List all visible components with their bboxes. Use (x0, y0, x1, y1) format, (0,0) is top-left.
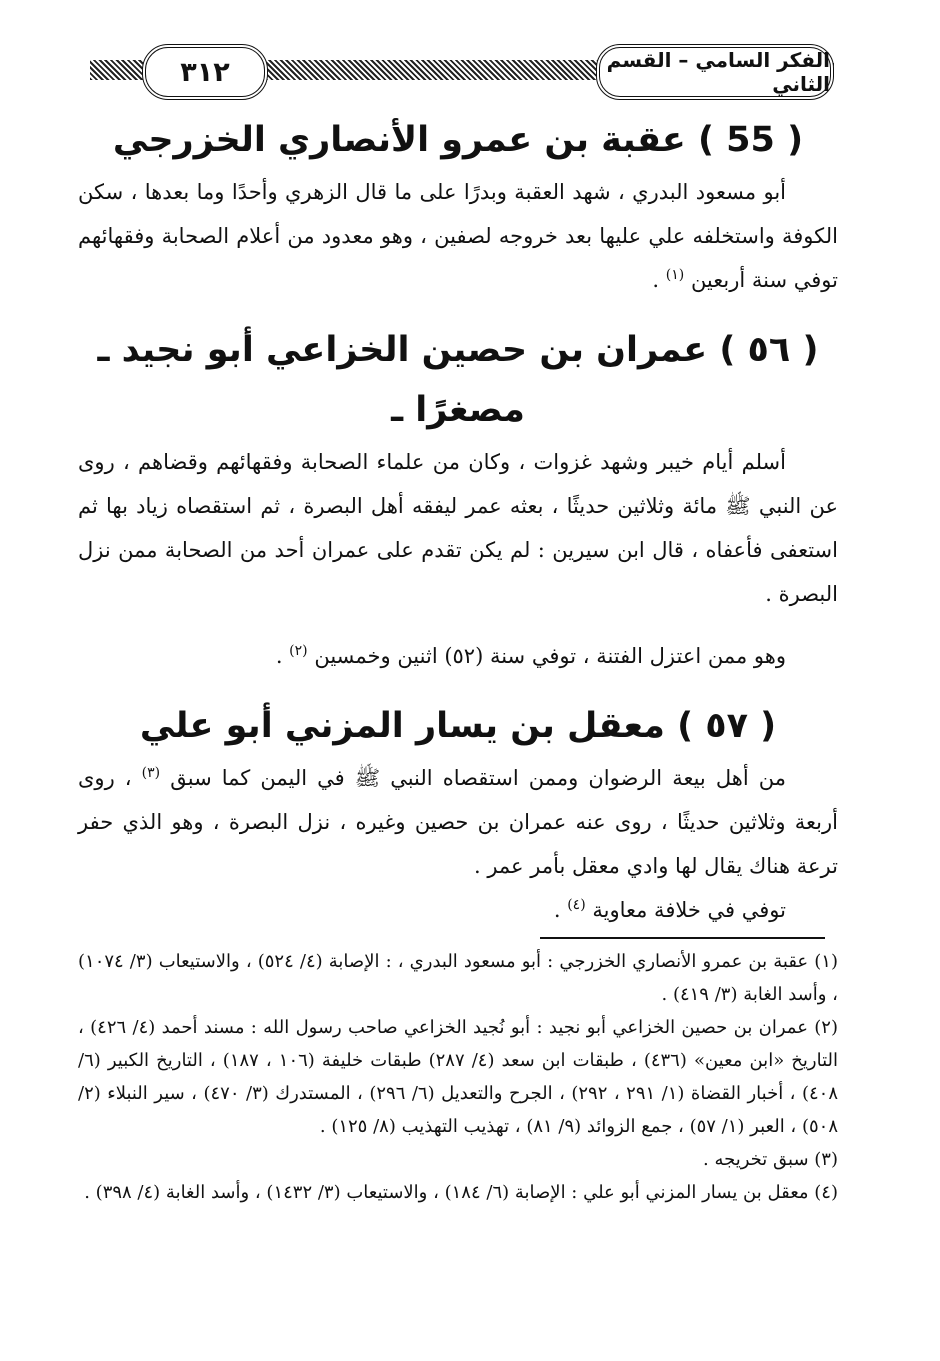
footnote-ref-2: (٢) (289, 643, 308, 659)
entry-56-paragraph-1: أسلم أيام خيبر وشهد غزوات ، وكان من علماء الصحابة وفقهائهم وقضاهم ، روى عن النبي ﷺ مائة وثلاثين حديثًا ، بعثه عمر ليفقه أهل البصرة ، ثم استقصاه زياد بها ثم استعفى فأعفاه ، قال ابن سيرين : لم يكن تقدم على عمران أحد من الصحابة ممن نزل البصرة . (78, 450, 838, 606)
running-header (90, 40, 834, 100)
entry-heading-55: ( 55 ) عقبة بن عمرو الأنصاري الخزرجي (112, 120, 804, 160)
entry-57-paragraph-1 (78, 756, 838, 888)
footnote-2: (٢) عمران بن حصين الخزاعي أبو نجيد : أبو نُجيد الخزاعي صاحب رسول الله : مسند أحمد (٤/ ٤٢٦) ، التاريخ «ابن معين» (٤٣٦) ، طبقات ابن سعد (٤/ ٢٨٧) طبقات خليفة (١٠٦ ، ١٨٧) ، التاريخ الكبير (٦/ ٤٠٨) ، أخبار القضاة (١/ ٢٩١ ، ٢٩٢) ، الجرح والتعديل (٦/ ٢٩٦) ، المستدرك (٣/ ٤٧٠) ، سير النبلاء (٢/ ٥٠٨) ، العبر (١/ ٥٧) ، جمع الزوائد (٩/ ٨١) ، تهذيب التهذيب (٨/ ١٢٥) . (78, 1017, 838, 1137)
entry-heading-57: ( ٥٧ ) معقل بن يسار المزني أبو علي (139, 706, 777, 746)
footnote-4: (٤) معقل بن يسار المزني أبو علي : الإصابة (٦/ ١٨٤) ، والاستيعاب (٣/ ١٤٣٢) ، وأسد الغابة (٤/ ٣٩٨) . (84, 1182, 838, 1203)
entry-57-paragraph-2 (78, 888, 838, 932)
entry-55-text: أبو مسعود البدري ، شهد العقبة وبدرًا على ما قال الزهري وأحدًا وما بعدها ، سكن الكوفة واستخلفه علي عليها بعد خروجه لصفين ، وهو معدود من أعلام الصحابة وفقهائهم توفي سنة أربعين (78, 180, 838, 292)
footnote-1: (١) عقبة بن عمرو الأنصاري الخزرجي : أبو مسعود البدري ، : الإصابة (٤/ ٥٢٤) ، والاستيعاب (٣/ ١٠٧٤) ، وأسد الغابة (٣/ ٤١٩) . (78, 951, 838, 1005)
page-number: ٣١٢ (142, 44, 268, 100)
entry-56-text-2: وهو ممن اعتزل الفتنة ، توفي سنة (٥٢) اثنين وخمسين (314, 644, 786, 668)
entry-57-text-2-tail: . (553, 898, 568, 922)
entry-57-text-1-tail: ، روى أربعة وثلاثين حديثًا ، روى عنه عمران بن حصين وغيره ، نزل البصرة ، وهو الذي حفر ترعة هناك يقال لها وادي معقل بأمر عمر . (78, 766, 838, 878)
footnote-divider (540, 937, 825, 939)
footnote-ref-4: (٤) (567, 897, 586, 913)
book-title: الفكر السامي – القسم الثاني (596, 44, 834, 100)
entry-55-tail: . (652, 268, 666, 292)
entry-57-text-1: من أهل بيعة الرضوان وممن استقصاه النبي ﷺ في اليمن كما سبق (170, 766, 786, 790)
entry-56-paragraph-2 (78, 634, 838, 678)
entry-57-text-2: توفي في خلافة معاوية (592, 898, 786, 922)
footnote-3: (٣) سبق تخريجه . (703, 1149, 838, 1170)
entry-55-paragraph (78, 170, 838, 302)
entry-56-tail: . (275, 644, 290, 668)
main-text (78, 110, 838, 932)
entry-heading-56: ( ٥٦ ) عمران بن حصين الخزاعي أبو نجيد ـ مصغرًا ـ (97, 330, 819, 430)
footnotes (78, 945, 838, 1209)
footnote-ref-1: (١) (665, 267, 685, 283)
footnote-ref-3: (٣) (141, 765, 161, 781)
